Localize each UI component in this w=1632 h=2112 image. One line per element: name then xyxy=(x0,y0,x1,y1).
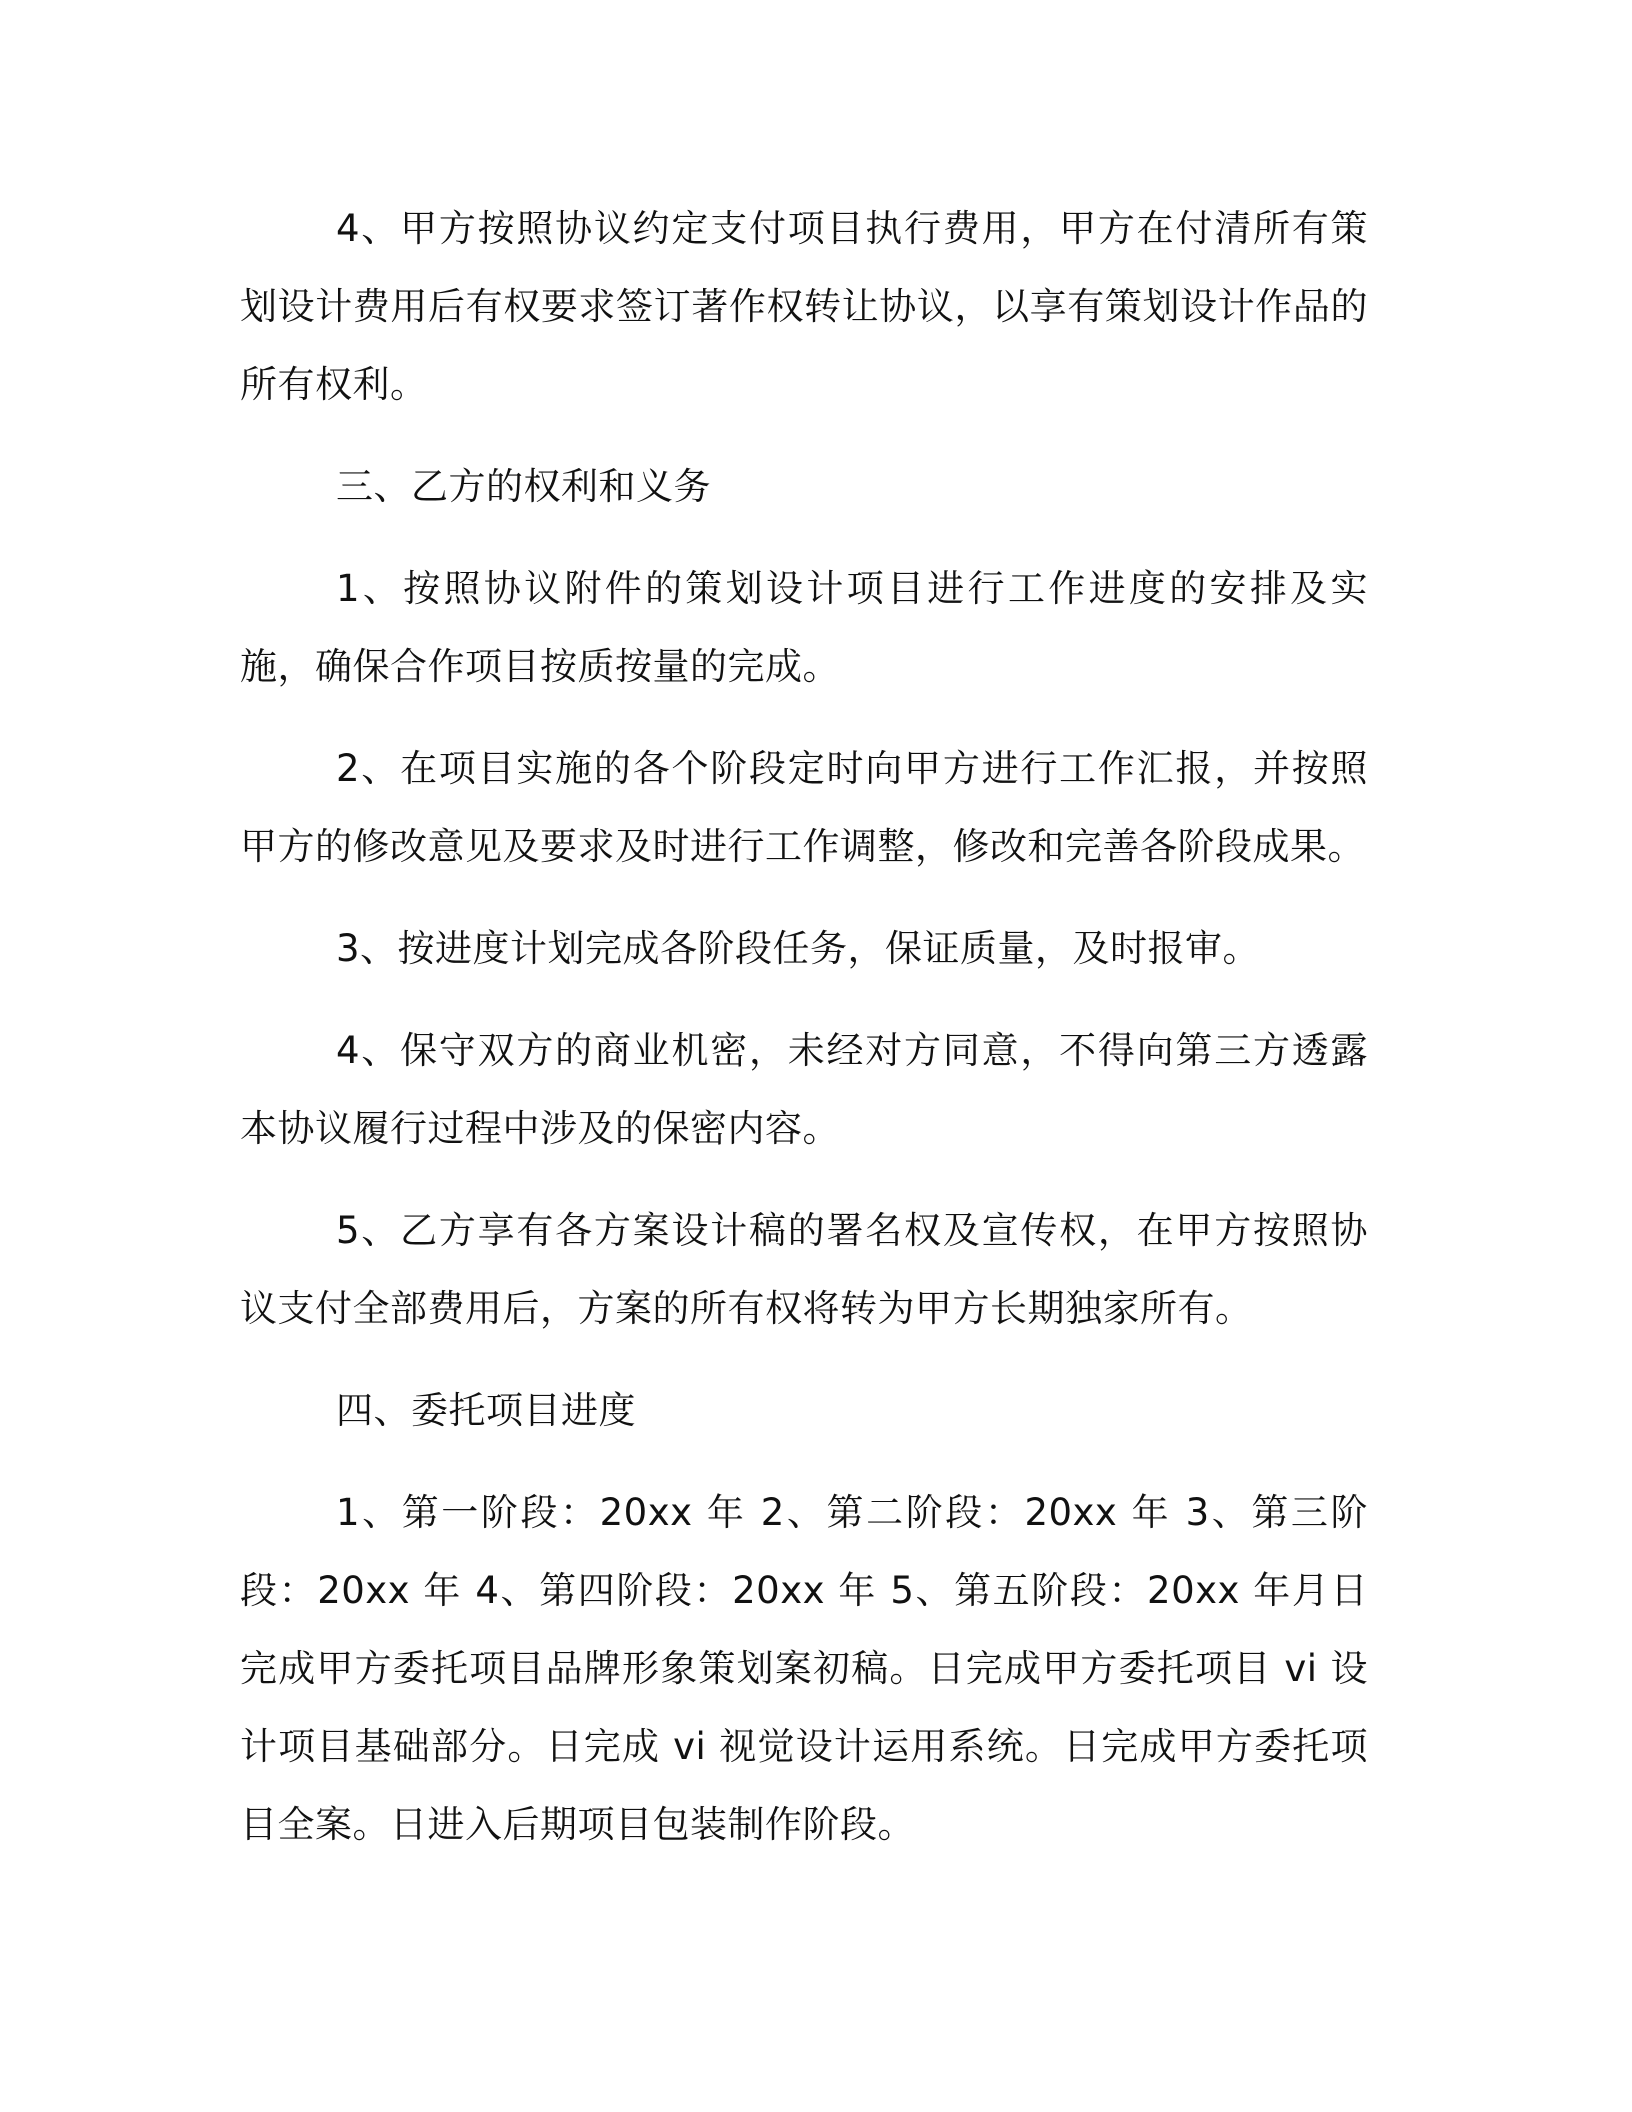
paragraph-party-a-item-4: 4、甲方按照协议约定支付项目执行费用，甲方在付清所有策划设计费用后有权要求签订著作权转让协议，以享有策划设计作品的所有权利。 xyxy=(240,207,1368,406)
paragraph-party-b-item-3: 3、按进度计划完成各阶段任务，保证质量，及时报审。 xyxy=(336,927,1261,970)
paragraph-party-b-item-2: 2、在项目实施的各个阶段定时向甲方进行工作汇报，并按照甲方的修改意见及要求及时进行工作调整，修改和完善各阶段成果。 xyxy=(240,747,1368,868)
section-heading-party-b-rights: 三、乙方的权利和义务 xyxy=(336,465,711,508)
paragraph-party-b-item-5: 5、乙方享有各方案设计稿的署名权及宣传权，在甲方按照协议支付全部费用后，方案的所有权将转为甲方长期独家所有。 xyxy=(240,1209,1368,1330)
section-heading-project-schedule: 四、委托项目进度 xyxy=(336,1389,636,1432)
paragraph-party-b-item-4: 4、保守双方的商业机密，未经对方同意，不得向第三方透露本协议履行过程中涉及的保密内容。 xyxy=(240,1029,1368,1150)
paragraph-party-b-item-1: 1、按照协议附件的策划设计项目进行工作进度的安排及实施，确保合作项目按质按量的完成。 xyxy=(240,567,1368,688)
document-page xyxy=(240,190,1368,1864)
paragraph-schedule: 1、第一阶段：20xx 年 2、第二阶段：20xx 年 3、第三阶段：20xx 年 4、第四阶段：20xx 年 5、第五阶段：20xx 年月日完成甲方委托项目品牌形象策划案初稿。日完成甲方委托项目 vi 设计项目基础部分。日完成 vi 视觉设计运用系统。日完成甲方委托项目全案。日进入后期项目包装制作阶段。 xyxy=(240,1491,1368,1846)
